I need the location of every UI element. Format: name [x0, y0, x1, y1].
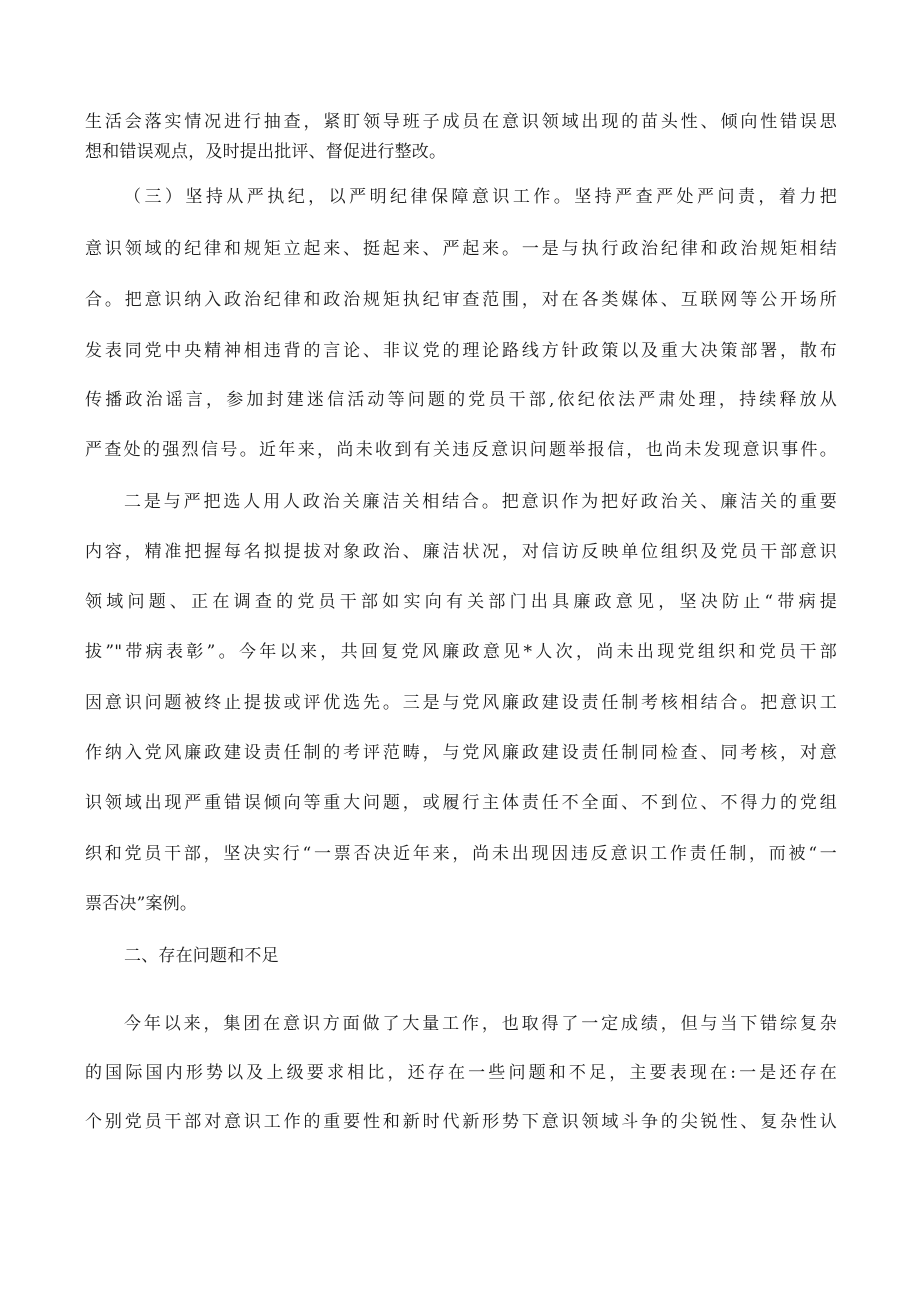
section-heading: （三）坚持从严执纪，以严明纪律保障意识工作。坚持严查严处严问责，着力把: [124, 187, 837, 207]
text-line: 意识领域的纪律和规矩立起来、挺起来、严起来。一是与执行政治纪律和政治规矩相结: [85, 239, 837, 259]
text-line: 内容，精准把握每名拟提拔对象政治、廉洁状况，对信访反映单位组织及党员干部意识: [85, 542, 837, 562]
text-line: 今年以来，集团在意识方面做了大量工作，也取得了一定成绩，但与当下错综复杂: [124, 1014, 837, 1034]
text-line: 拔”"带病表彰”。今年以来，共回复党风廉政意见*人次，尚未出现党组织和党员干部: [85, 642, 837, 662]
text-line: 的国际国内形势以及上级要求相比，还存在一些问题和不足，主要表现在:一是还存在: [85, 1063, 837, 1083]
text-line: 二是与严把选人用人政治关廉洁关相结合。把意识作为把好政治关、廉洁关的重要: [124, 492, 837, 512]
text-line: 作纳入党风廉政建设责任制的考评范畴，与党风廉政建设责任制同检查、同考核，对意: [85, 743, 837, 763]
text-line: 想和错误观点，及时提出批评、督促进行整改。: [85, 142, 447, 162]
text-line: 织和党员干部，坚决实行“一票否决近年来，尚未出现因违反意识工作责任制，而被“一: [85, 844, 837, 864]
section-title: 二、存在问题和不足: [124, 946, 279, 966]
text-line: 传播政治谣言，参加封建迷信活动等问题的党员干部,依纪依法严肃处理，持续释放从: [85, 390, 837, 410]
text-line: 因意识问题被终止提拔或评优选先。三是与党风廉政建设责任制考核相结合。把意识工: [85, 693, 837, 713]
text-line: 个别党员干部对意识工作的重要性和新时代新形势下意识领域斗争的尖锐性、复杂性认: [85, 1112, 837, 1132]
text-line: 识领域出现严重错误倾向等重大问题，或履行主体责任不全面、不到位、不得力的党组: [85, 793, 837, 813]
text-line: 票否决”案例。: [85, 894, 198, 914]
text-line: 生活会落实情况进行抽查，紧盯领导班子成员在意识领域出现的苗头性、倾向性错误思: [85, 112, 837, 132]
text-line: 发表同党中央精神相违背的言论、非议党的理论路线方针政策以及重大决策部署，散布: [85, 341, 837, 361]
text-line: 合。把意识纳入政治纪律和政治规矩执纪审查范围，对在各类媒体、互联网等公开场所: [85, 290, 837, 310]
text-line: 领域问题、正在调查的党员干部如实向有关部门出具廉政意见，坚决防止“带病提: [85, 592, 837, 612]
text-line: 严查处的强烈信号。近年来，尚未收到有关违反意识问题举报信，也尚未发现意识事件。: [85, 440, 837, 460]
